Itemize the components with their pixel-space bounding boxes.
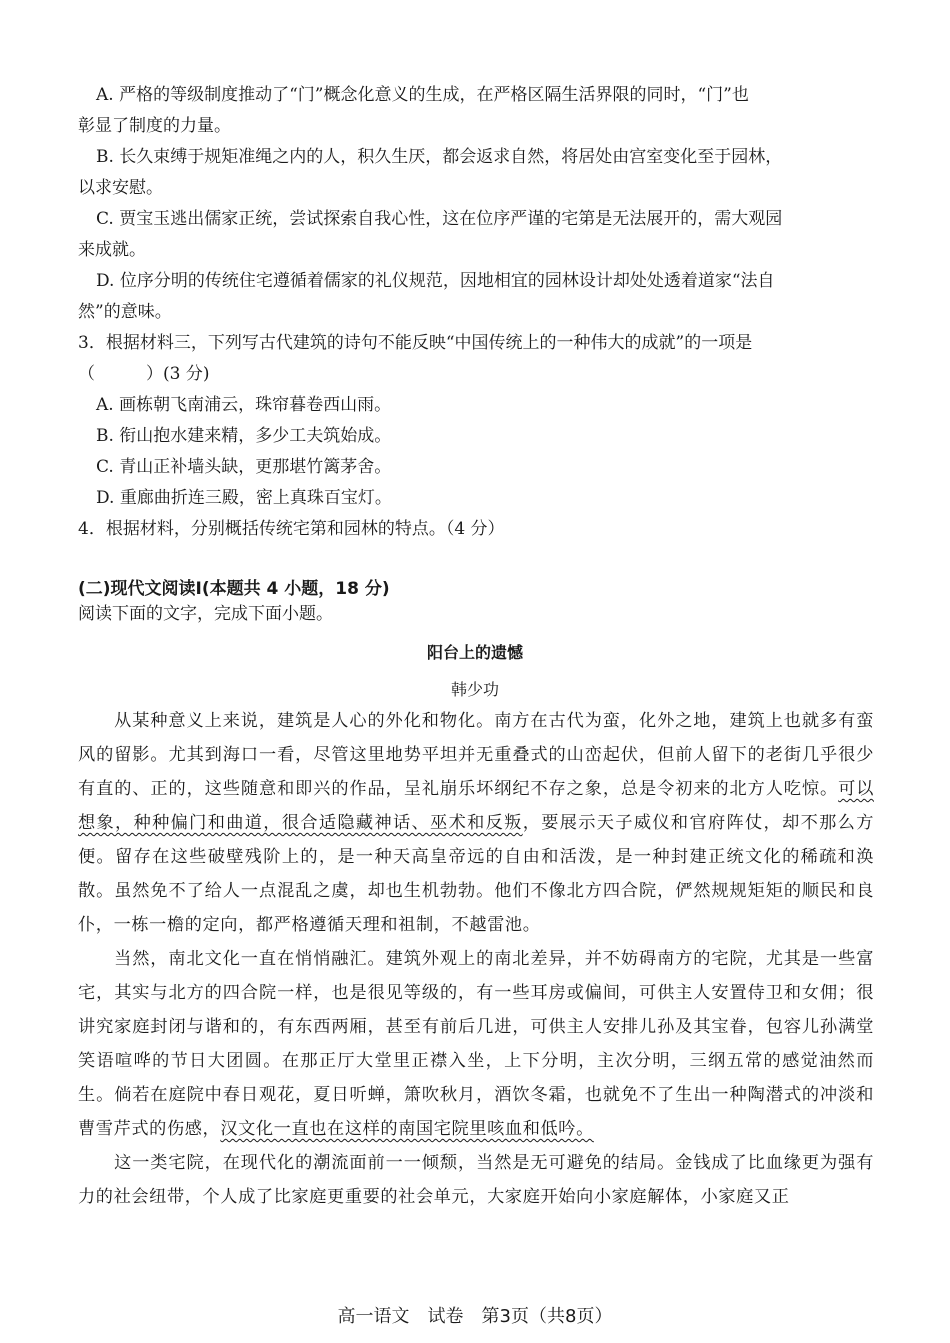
q2-option-d-line1: D. 位序分明的传统住宅遵循着儒家的礼仪规范，因地相宜的园林设计却处处透着道家“法自 (96, 271, 775, 291)
essay-paragraph-1 (78, 704, 874, 942)
paragraph-2-text-a: 当然，南北文化一直在悄悄融汇。建筑外观上的南北差异，并不妨碍南方的宅院，尤其是一些富宅，其实与北方的四合院一样，也是很见等级的，有一些耳房或偏间，可供主人安置侍卫和女佣；很讲究家庭封闭与谐和的，有东西两厢，甚至有前后几进，可供主人安排儿孙及其宝眷，包容儿孙满堂笑语喧哗的节日大团圆。在那正厅大堂里正襟入坐，上下分明，主次分明，三纲五常的感觉油然而生。倘若在庭院中春日观花，夏日听蝉，箫吹秋月，酒饮冬霜，也就免不了生出一种陶潜式的冲淡和曹雪芹式的伤感， (78, 949, 874, 1139)
essay-body (78, 704, 874, 1214)
page-footer: 高一语文 试卷 第3页（共8页） (337, 1306, 613, 1327)
essay-author: 韩少功 (450, 680, 499, 699)
wavy-underlined-sentence-1: 可以想象，种种偏门和曲道，很合适隐藏神话、巫术和反叛 (78, 779, 874, 833)
q4-stem: 4．根据材料，分别概括传统宅第和园林的特点。（4 分） (78, 519, 505, 539)
q3-option-b: B. 衔山抱水建来精，多少工夫筑始成。 (96, 426, 392, 446)
q2-option-b-line1: B. 长久束缚于规矩准绳之内的人，积久生厌，都会返求自然，将居处由宫室变化至于园林， (96, 147, 783, 167)
q2-option-a-line1: A. 严格的等级制度推动了“门”概念化意义的生成，在严格区隔生活界限的同时，“门”也 (96, 85, 749, 105)
wavy-underlined-sentence-2: 汉文化一直也在这样的南国宅院里咳血和低吟。 (220, 1119, 594, 1139)
section-instruction: 阅读下面的文字，完成下面小题。 (78, 604, 333, 624)
q3-option-a: A. 画栋朝飞南浦云，珠帘暮卷西山雨。 (96, 395, 392, 415)
q3-option-d: D. 重廊曲折连三殿，密上真珠百宝灯。 (96, 488, 392, 508)
essay-title: 阳台上的遗憾 (426, 643, 523, 662)
q3-stem-line2: （ ）(3 分) (78, 364, 210, 384)
q2-option-c-line1: C. 贾宝玉逃出儒家正统，尝试探索自我心性，这在位序严谨的宅第是无法展开的，需大观园 (96, 209, 783, 229)
paragraph-1-text-a: 从某种意义上来说，建筑是人心的外化和物化。南方在古代为蛮，化外之地，建筑上也就多有蛮风的留影。尤其到海口一看，尽管这里地势平坦并无重叠式的山峦起伏，但前人留下的老街几乎很少有直的、正的，这些随意和即兴的作品，呈礼崩乐坏纲纪不存之象，总是令初来的北方人吃惊。 (78, 711, 874, 799)
q3-stem-line1: 3．根据材料三，下列写古代建筑的诗句不能反映“中国传统上的一种伟大的成就”的一项是 (78, 333, 753, 353)
q2-option-a-line2: 彰显了制度的力量。 (78, 116, 231, 136)
section-heading: (二)现代文阅读Ⅰ(本题共 4 小题，18 分) (78, 579, 390, 599)
q3-option-c: C. 青山正补墙头缺，更那堪竹篱茅舍。 (96, 457, 392, 477)
q2-option-b-line2: 以求安慰。 (78, 178, 163, 198)
q2-option-d-line2: 然”的意味。 (78, 302, 172, 322)
essay-paragraph-2 (78, 942, 874, 1146)
q2-option-c-line2: 来成就。 (78, 240, 146, 260)
paragraph-1-text-b: ，要展示天子威仪和官府阵仗，却不那么方便。留存在这些破壁残阶上的，是一种天高皇帝远的自由和活泼，是一种封建正统文化的稀疏和涣散。虽然免不了给人一点混乱之虞，却也生机勃勃。他们不像北方四合院，俨然规规矩矩的顺民和良仆，一栋一檐的定向，都严格遵循天理和祖制，不越雷池。 (78, 813, 874, 935)
essay-paragraph-3: 这一类宅院，在现代化的潮流面前一一倾颓，当然是无可避免的结局。金钱成了比血缘更为强有力的社会纽带，个人成了比家庭更重要的社会单元，大家庭开始向小家庭解体，小家庭又正 (78, 1153, 874, 1207)
